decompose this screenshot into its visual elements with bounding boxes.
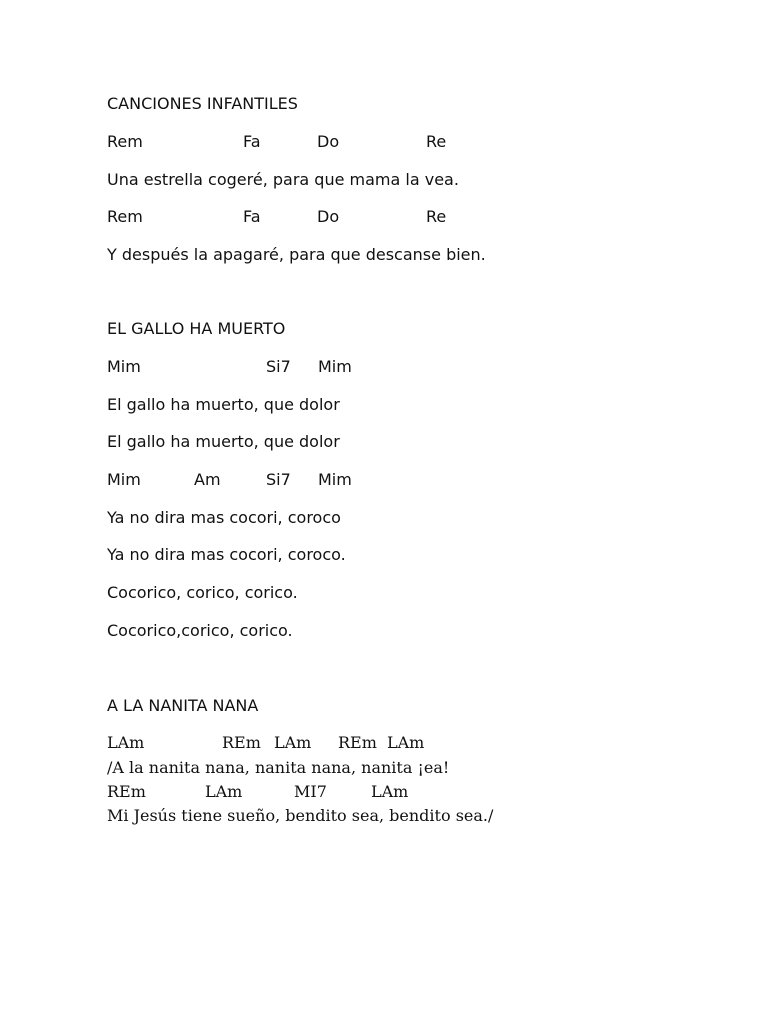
chord: LAm xyxy=(205,782,243,801)
chord: REm xyxy=(338,733,377,752)
chord: Rem xyxy=(107,132,143,151)
chord: Re xyxy=(426,207,447,226)
song-title: CANCIONES INFANTILES xyxy=(107,94,298,113)
lyric-line: Ya no dira mas cocori, coroco xyxy=(107,508,341,527)
chord: Do xyxy=(317,207,340,226)
lyric-line: Cocorico, corico, corico. xyxy=(107,583,298,602)
chord: LAm xyxy=(371,782,409,801)
chord: REm xyxy=(107,782,146,801)
song-title: EL GALLO HA MUERTO xyxy=(107,319,286,338)
song-title: A LA NANITA NANA xyxy=(107,696,259,715)
chord: LAm xyxy=(107,733,145,752)
chord: Fa xyxy=(243,132,261,151)
chord: MI7 xyxy=(294,782,327,801)
lyric-line: El gallo ha muerto, que dolor xyxy=(107,432,340,451)
lyric-line: El gallo ha muerto, que dolor xyxy=(107,395,340,414)
chord: Do xyxy=(317,132,340,151)
lyric-line: Mi Jesús tiene sueño, bendito sea, bendito sea./ xyxy=(107,806,494,825)
chord: Mim xyxy=(318,357,352,376)
chord: Mim xyxy=(107,357,141,376)
chord: Si7 xyxy=(266,470,291,489)
chord: Rem xyxy=(107,207,143,226)
chord: LAm xyxy=(274,733,312,752)
chord: Am xyxy=(194,470,221,489)
chord: Fa xyxy=(243,207,261,226)
chord: Re xyxy=(426,132,447,151)
chord: LAm xyxy=(387,733,425,752)
chord: REm xyxy=(222,733,261,752)
lyric-line: Cocorico,corico, corico. xyxy=(107,621,293,640)
lyric-line: Y después la apagaré, para que descanse bien. xyxy=(107,245,486,264)
chord: Mim xyxy=(107,470,141,489)
lyric-line: Ya no dira mas cocori, coroco. xyxy=(107,545,346,564)
chord: Mim xyxy=(318,470,352,489)
chord: Si7 xyxy=(266,357,291,376)
lyric-line: Una estrella cogeré, para que mama la vea. xyxy=(107,170,459,189)
lyric-line: /A la nanita nana, nanita nana, nanita ¡ea! xyxy=(107,758,450,777)
